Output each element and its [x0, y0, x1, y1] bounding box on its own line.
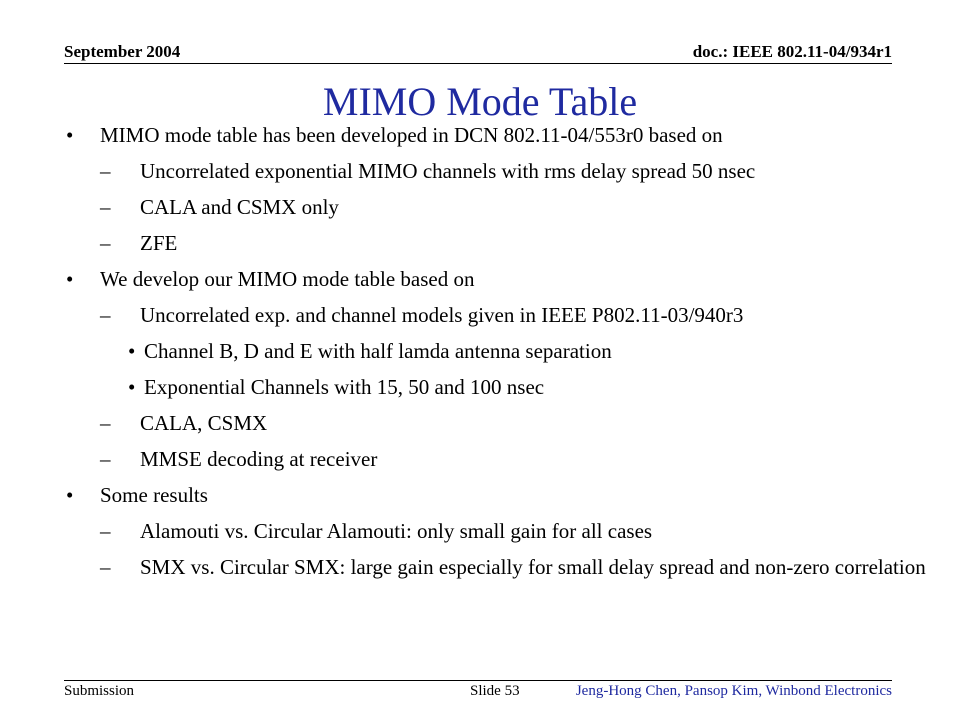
bullet-marker: – [100, 303, 111, 327]
bullet-marker: – [100, 195, 111, 219]
footer-authors: Jeng-Hong Chen, Pansop Kim, Winbond Electronics [575, 683, 892, 699]
bullet-text: ZFE [140, 231, 178, 255]
bullet-marker: – [100, 447, 111, 471]
bullet-marker: • [66, 267, 74, 291]
bullet-item-level-1 [60, 122, 940, 148]
bullet-text: Uncorrelated exp. and channel models given in IEEE P802.11-03/940r3 [140, 303, 744, 327]
bullet-marker: • [128, 375, 136, 399]
bullet-text: MMSE decoding at receiver [140, 447, 378, 471]
bullet-marker: – [100, 231, 111, 255]
bullet-item-level-2 [60, 410, 940, 436]
footer-slide-number: Slide 53 [470, 683, 520, 699]
bullet-item-level-3 [60, 374, 940, 400]
bullet-text: CALA, CSMX [140, 411, 268, 435]
header-divider [64, 63, 892, 64]
slide-title: MIMO Mode Table [322, 79, 638, 124]
bullet-item-level-1 [60, 482, 940, 508]
bullet-item-level-2 [60, 230, 940, 256]
bullet-text: Uncorrelated exponential MIMO channels with rms delay spread 50 nsec [140, 159, 756, 183]
bullet-item-level-3 [60, 338, 940, 364]
bullet-text: Alamouti vs. Circular Alamouti: only small gain for all cases [140, 519, 653, 543]
bullet-item-level-2 [60, 446, 940, 472]
bullet-text: CALA and CSMX only [140, 195, 339, 219]
bullet-item-level-2 [60, 518, 940, 544]
bullet-marker: • [66, 123, 74, 147]
bullet-text: Channel B, D and E with half lamda antenna separation [144, 339, 612, 363]
footer-submission: Submission [64, 683, 135, 699]
header-date: September 2004 [64, 42, 181, 61]
bullet-text: Some results [100, 483, 208, 507]
bullet-text: We develop our MIMO mode table based on [100, 267, 475, 291]
slide-body [60, 122, 940, 590]
bullet-text: MIMO mode table has been developed in DCN 802.11-04/553r0 based on [100, 123, 723, 147]
bullet-item-level-1 [60, 266, 940, 292]
bullet-text: SMX vs. Circular SMX: large gain especially for small delay spread and non-zero correlation [140, 555, 926, 579]
bullet-marker: • [66, 483, 74, 507]
bullet-item-level-2 [60, 158, 940, 184]
header-doc-id: doc.: IEEE 802.11-04/934r1 [692, 42, 892, 61]
bullet-marker: • [128, 339, 136, 363]
bullet-marker: – [100, 555, 111, 579]
bullet-marker: – [100, 411, 111, 435]
bullet-item-level-2 [60, 194, 940, 220]
bullet-text: Exponential Channels with 15, 50 and 100 nsec [144, 375, 545, 399]
bullet-item-level-2 [60, 302, 940, 328]
bullet-marker: – [100, 159, 111, 183]
bullet-marker: – [100, 519, 111, 543]
footer-divider [64, 680, 892, 681]
bullet-item-level-2 [60, 554, 940, 580]
